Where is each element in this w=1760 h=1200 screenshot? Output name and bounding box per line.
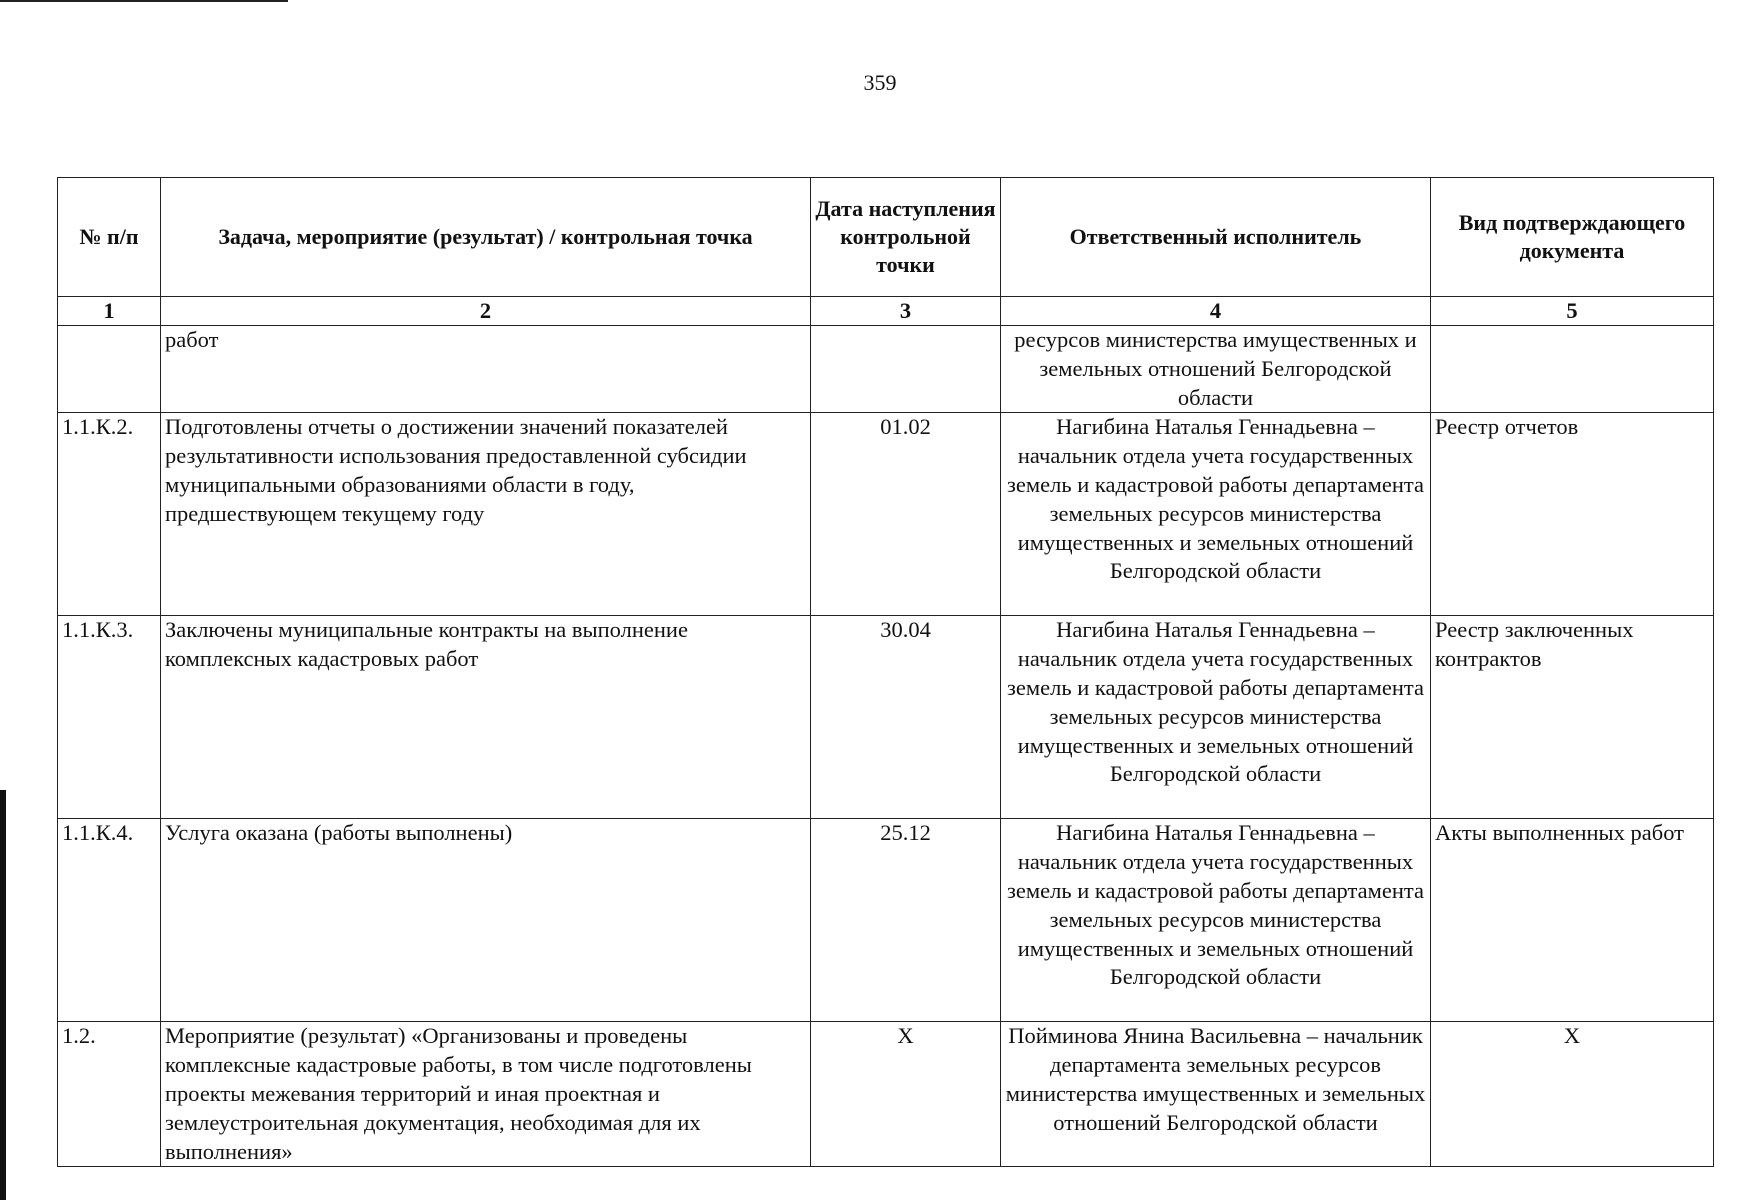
cell-num: 1.1.К.4.	[58, 819, 161, 1022]
cell-task: работ	[161, 326, 811, 413]
cell-document: Х	[1431, 1022, 1714, 1167]
cell-num: 1.1.К.3.	[58, 616, 161, 819]
cell-document: Реестр заключенных контрактов	[1431, 616, 1714, 819]
header-num: № п/п	[58, 178, 161, 297]
cell-executor: Пойминова Янина Васильевна – начальник департамента земельных ресурсов министерства имущественных и земельных отношений Белгородской области	[1001, 1022, 1431, 1167]
top-rule	[0, 0, 288, 2]
table-row	[58, 413, 1714, 616]
header-executor: Ответственный исполнитель	[1001, 178, 1431, 297]
cell-task: Мероприятие (результат) «Организованы и проведены комплексные кадастровые работы, в том числе подготовлены проекты межевания территорий и иная проектная и землеустроительная документация, необходимая для их выполнения»	[161, 1022, 811, 1167]
control-points-table	[57, 177, 1714, 1167]
cell-date: 01.02	[811, 413, 1001, 616]
header-task: Задача, мероприятие (результат) / контрольная точка	[161, 178, 811, 297]
table-row	[58, 616, 1714, 819]
header-row	[58, 178, 1714, 297]
cell-num: 1.1.К.2.	[58, 413, 161, 616]
table-row	[58, 326, 1714, 413]
cell-date: Х	[811, 1022, 1001, 1167]
cell-executor: Нагибина Наталья Геннадьевна – начальник отдела учета государственных земель и кадастровой работы департамента земельных ресурсов министерства имущественных и земельных отношений Белгородской области	[1001, 413, 1431, 616]
cell-executor: Нагибина Наталья Геннадьевна – начальник отдела учета государственных земель и кадастровой работы департамента земельных ресурсов министерства имущественных и земельных отношений Белгородской области	[1001, 616, 1431, 819]
column-number: 4	[1001, 297, 1431, 326]
table-row	[58, 1022, 1714, 1167]
cell-date: 25.12	[811, 819, 1001, 1022]
column-number: 1	[58, 297, 161, 326]
cell-num: 1.2.	[58, 1022, 161, 1167]
cell-document	[1431, 326, 1714, 413]
cell-executor: ресурсов министерства имущественных и земельных отношений Белгородской области	[1001, 326, 1431, 413]
column-number: 2	[161, 297, 811, 326]
cell-task: Услуга оказана (работы выполнены)	[161, 819, 811, 1022]
column-number-row	[58, 297, 1714, 326]
column-number: 3	[811, 297, 1001, 326]
cell-document: Акты выполненных работ	[1431, 819, 1714, 1022]
cell-task: Заключены муниципальные контракты на выполнение комплексных кадастровых работ	[161, 616, 811, 819]
cell-num	[58, 326, 161, 413]
page-number: 359	[863, 70, 897, 95]
cell-date	[811, 326, 1001, 413]
cell-executor: Нагибина Наталья Геннадьевна – начальник отдела учета государственных земель и кадастровой работы департамента земельных ресурсов министерства имущественных и земельных отношений Белгородской области	[1001, 819, 1431, 1022]
column-number: 5	[1431, 297, 1714, 326]
header-document: Вид подтверждающего документа	[1431, 178, 1714, 297]
table-row	[58, 819, 1714, 1022]
header-date: Дата наступления контрольной точки	[811, 178, 1001, 297]
cell-document: Реестр отчетов	[1431, 413, 1714, 616]
cell-task: Подготовлены отчеты о достижении значений показателей результативности использования предоставленной субсидии муниципальными образованиями области в году, предшествующем текущему году	[161, 413, 811, 616]
scan-edge-bar	[0, 790, 6, 1200]
cell-date: 30.04	[811, 616, 1001, 819]
